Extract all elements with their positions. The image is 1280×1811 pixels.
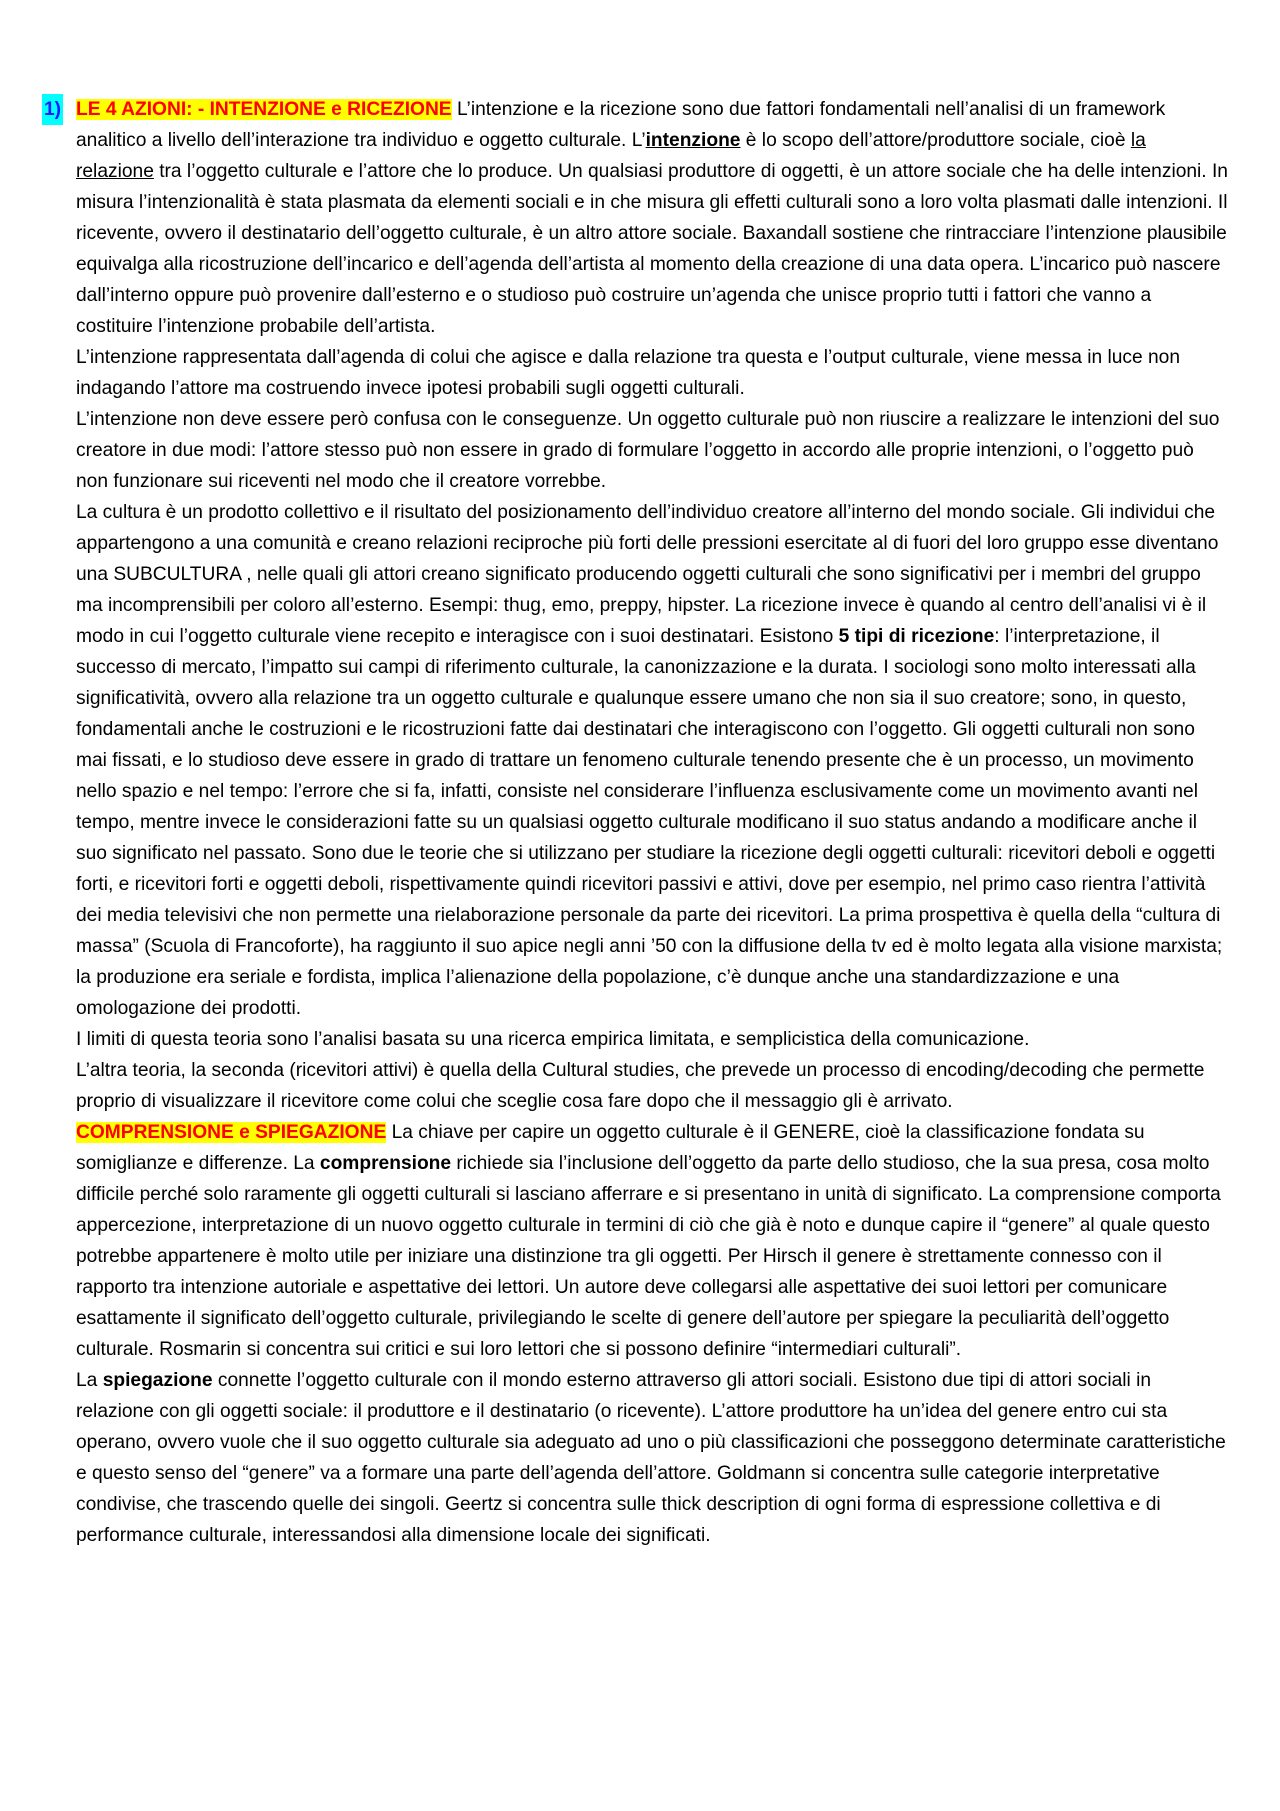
bold-term: comprensione bbox=[319, 1153, 452, 1174]
text-run: L’intenzione e la ricezione sono due fattori fondamentali nell’analisi di un framework analitico a livello dell’interazione tra individuo e oggetto culturale. L’ bbox=[76, 99, 1166, 151]
paragraph bbox=[76, 1365, 1228, 1551]
section-intenzione-ricezione bbox=[44, 94, 1228, 1117]
paragraph bbox=[44, 94, 1228, 342]
paragraph: L’intenzione rappresentata dall’agenda di colui che agisce e dalla relazione tra questa e l’output culturale, viene messa in luce non indagando l’attore ma costruendo invece ipotesi probabili sugli oggetti culturali. bbox=[76, 347, 1181, 399]
text-run: La cultura è un prodotto collettivo e il risultato del posizionamento dell’individuo creatore all’interno del mondo sociale. Gli individui che appartengono a una comunità e creano relazioni reciproche più forti delle pressioni esercitate al di fuori del loro gruppo esse diventano una SUBCULTURA , nelle quali gli attori creano significato producendo oggetti culturali che sono significativi per i membri del gruppo ma incomprensibili per coloro all’esterno. Esempi: thug, emo, preppy, hipster. La ricezione invece è quando al centro dell’analisi vi è il modo in cui l’oggetto culturale viene recepito e interagisce con i suoi destinatari. Esistono bbox=[76, 502, 1219, 647]
underlined-term: la relazione bbox=[76, 130, 1146, 182]
bold-term: spiegazione bbox=[102, 1370, 213, 1391]
section-heading: COMPRENSIONE e SPIEGAZIONE bbox=[76, 1122, 387, 1143]
text-run: richiede sia l’inclusione dell’oggetto da parte dello studioso, che la sua presa, cosa molto difficile perché solo raramente gli oggetti culturali si lasciano afferrare e si presentano in unità di significato. La comprensione comporta appercezione, interpretazione di un nuovo oggetto culturale in termini di ciò che già è noto e dunque capire il “genere” al quale questo potrebbe appartenere è molto utile per iniziare una distinzione tra gli oggetti. Per Hirsch il genere è strettamente connesso con il rapporto tra intenzione autoriale e aspettative dei lettori. Un autore deve collegarsi alle aspettative dei suoi lettori per comunicare esattamente il significato dell’oggetto culturale, privilegiando le scelte di genere dell’autore per spiegare la peculiarità dell’oggetto culturale. Rosmarin si concentra sui critici e sui loro lettori che si possono definire “intermediari culturali”. bbox=[76, 1153, 1221, 1360]
text-run: : l’interpretazione, il successo di mercato, l’impatto sui campi di riferimento culturale, la canonizzazione e la durata. I sociologi sono molto interessati alla significatività, ovvero alla relazione tra un oggetto culturale e qualunque essere umano che non sia il suo creatore; sono, in questo, fondamentali anche le costruzioni e le ricostruzioni fatte dai destinatari che interagiscono con l’oggetto. Gli oggetti culturali non sono mai fissati, e lo studioso deve essere in grado di trattare un fenomeno culturale tenendo presente che è un processo, un movimento nello spazio e nel tempo: l’errore che si fa, infatti, consiste nel considerare l’influenza esclusivamente come un movimento avanti nel tempo, mentre invece le considerazioni fatte su un qualsiasi oggetto culturale modificano il suo status andando a modificare anche il suo significato nel passato. Sono due le teorie che si utilizzano per studiare la ricezione degli oggetti culturali: ricevitori deboli e oggetti forti, e ricevitori forti e oggetti deboli, rispettivamente quindi ricevitori passivi e attivi, dove per esempio, nel primo caso rientra l’attività dei media televisivi che non permette una rielaborazione personale da parte dei ricevitori. La prima prospettiva è quella della “cultura di massa” (Scuola di Francoforte), ha raggiunto il suo apice negli anni ’50 con la diffusione della tv ed è molto legata alla visione marxista; la produzione era seriale e fordista, implica l’alienazione della popolazione, c’è dunque anche una standardizzazione e una omologazione dei prodotti. bbox=[76, 626, 1223, 1019]
section-comprensione-spiegazione bbox=[76, 1117, 1228, 1551]
paragraph: I limiti di questa teoria sono l’analisi basata su una ricerca empirica limitata, e semplicistica della comunicazione. bbox=[76, 1029, 1030, 1050]
paragraph bbox=[76, 497, 1228, 1024]
bold-term: intenzione bbox=[645, 130, 741, 151]
text-run: tra l’oggetto culturale e l’attore che lo produce. Un qualsiasi produttore di oggetti, è un attore sociale che ha delle intenzioni. In misura l’intenzionalità è stata plasmata da elementi sociali e in che misura gli effetti culturali sono a loro volta plasmati dalle intenzioni. Il ricevente, ovvero il destinatario dell’oggetto culturale, è un altro attore sociale. Baxandall sostiene che rintracciare l’intenzione plausibile equivalga alla ricostruzione dell’incarico e dell’agenda dell’artista al momento della creazione di una data opera. L’incarico può nascere dall’interno oppure può provenire dall’esterno e o studioso può costruire un’agenda che unisce proprio tutti i fattori che vanno a costituire l’intenzione probabile dell’artista. bbox=[76, 161, 1228, 337]
paragraph: L’altra teoria, la seconda (ricevitori attivi) è quella della Cultural studies, che prevede un processo di encoding/decoding che permette proprio di visualizzare il ricevitore come colui che sceglie cosa fare dopo che il messaggio gli è arrivato. bbox=[76, 1060, 1205, 1112]
bold-term: 5 tipi di ricezione bbox=[838, 626, 995, 647]
paragraph bbox=[76, 1117, 1228, 1365]
section-heading: LE 4 AZIONI: - INTENZIONE e RICEZIONE bbox=[76, 99, 452, 120]
paragraph: L’intenzione non deve essere però confusa con le conseguenze. Un oggetto culturale può non riuscire a realizzare le intenzioni del suo creatore in due modi: l’attore stesso può non essere in grado di formulare l’oggetto in accordo alle proprie intenzioni, o l’oggetto può non funzionare sui riceventi nel modo che il creatore vorrebbe. bbox=[76, 409, 1220, 492]
list-number: 1) bbox=[42, 94, 63, 125]
text-run: La chiave per capire un oggetto culturale è il GENERE, cioè la classificazione fondata su somiglianze e differenze. La bbox=[76, 1122, 1145, 1174]
text-run: connette l’oggetto culturale con il mondo esterno attraverso gli attori sociali. Esistono due tipi di attori sociali in relazione con gli oggetti sociale: il produttore e il destinatario (o ricevente). L’attore produttore ha un’idea del genere entro cui sta operano, ovvero vuole che il suo oggetto culturale sia adeguato ad uno o più classificazioni che posseggono determinate caratteristiche e questo senso del “genere” va a formare una parte dell’agenda dell’attore. Goldmann si concentra sulle categorie interpretative condivise, che trascendo quelle dei singoli. Geertz si concentra sulle thick description di ogni forma di espressione collettiva e di performance culturale, interessandosi alla dimensione locale dei significati. bbox=[76, 1370, 1226, 1546]
text-run: La bbox=[76, 1370, 103, 1391]
text-run: è lo scopo dell’attore/produttore sociale, cioè bbox=[740, 130, 1131, 151]
